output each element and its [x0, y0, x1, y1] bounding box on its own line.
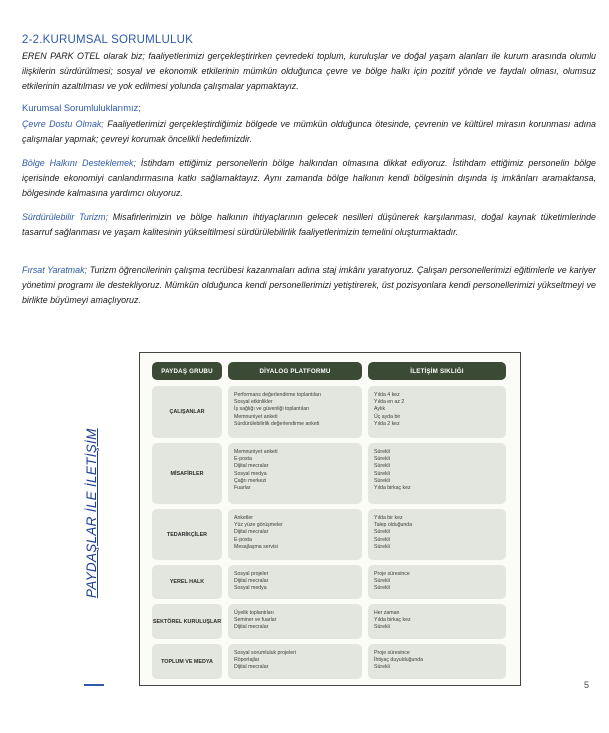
platform-item: Sosyal etkinlikler — [234, 399, 273, 406]
item-paragraph-opportunity — [22, 263, 596, 308]
frequency-item: Sürekli — [374, 449, 390, 455]
frequency-item: Sürekli — [374, 585, 390, 592]
row-group-cell — [152, 386, 222, 438]
section-heading: 2-2.KURUMSAL SORUMLULUK — [22, 34, 193, 46]
frequency-cell — [368, 604, 506, 639]
platform-cell — [228, 386, 362, 438]
row-group-cell — [152, 565, 222, 599]
row-group-cell — [152, 604, 222, 639]
platform-item: İş sağlığı ve güvenliği toplantıları — [234, 406, 310, 413]
row-group-cell — [152, 644, 222, 679]
header-dialog-platform: DİYALOG PLATFORMU — [228, 362, 362, 380]
group-label: MİSAFİRLER — [170, 470, 204, 477]
platform-item: E-posta — [234, 456, 252, 463]
frequency-cell — [368, 443, 506, 504]
item-paragraph-sustainable-tourism — [22, 210, 596, 240]
item-text: Misafirlerimizin ve bölge halkının ihtiyaçlarının gelecek nesilleri düşünerek karşılanması, doğal kaynak tüketimlerinde tasarruf sağlanması ve yaşam kalitesinin yükseltilmesi sürdürülebilirlik faaliyetlerimizin temelini oluşturmaktadır. — [22, 212, 596, 237]
frequency-item: Üç ayda bir — [374, 413, 401, 420]
platform-item: Memnuniyet anketi — [234, 413, 278, 420]
platform-item: Mesajlaşma servisi — [234, 543, 278, 550]
platform-cell — [228, 509, 362, 560]
item-paragraph-local-people — [22, 156, 596, 201]
platform-item: Memnuniyet anketi — [234, 449, 278, 455]
row-group-cell — [152, 509, 222, 560]
frequency-item: Proje süresince — [374, 650, 410, 656]
frequency-item: Sürekli — [374, 529, 390, 536]
frequency-item: Her zaman — [374, 610, 400, 616]
item-lead: Bölge Halkını Desteklemek; — [22, 158, 136, 168]
item-text: Turizm öğrencilerinin çalışma tecrübesi kazanmaları adına staj imkânı yaratıyoruz. Çalışan personellerimizi eğitimlerle ve kariyer yönetimi programı ile destekliyoruz. Mümkün olduğunca kendi personellerimizi yetiştirerek, üst pozisyonlara kendi personellerimizi yükseltmeyi ve birlikte büyümeyi amaçlıyoruz. — [22, 265, 596, 305]
frequency-item: Yılda birkaç kez — [374, 485, 411, 492]
frequency-item: Sürekli — [374, 536, 390, 543]
page-number: 5 — [584, 680, 590, 690]
frequency-item: Sürekli — [374, 470, 390, 477]
platform-item: Sosyal medya — [234, 470, 267, 477]
platform-item: Yüz yüze görüşmeler — [234, 522, 283, 529]
stakeholder-side-title: PAYDAŞLAR İLE İLETİŞİM — [84, 428, 99, 598]
frequency-item: Sürekli — [374, 664, 390, 671]
frequency-item: Yılda en az 2 — [374, 399, 405, 406]
frequency-item: Sürekli — [374, 543, 390, 550]
group-label: TOPLUM VE MEDYA — [161, 658, 213, 665]
frequency-item: Sürekli — [374, 578, 390, 585]
frequency-item: Sürekli — [374, 456, 390, 463]
platform-item: Dijital mecralar — [234, 624, 269, 631]
frequency-item: Yılda 2 kez — [374, 420, 400, 427]
item-paragraph-environment — [22, 117, 596, 147]
frequency-cell — [368, 509, 506, 560]
group-label: TEDARİKÇİLER — [166, 531, 208, 538]
frequency-item: Sürekli — [374, 463, 390, 470]
item-lead: Çevre Dostu Olmak; — [22, 119, 104, 129]
platform-item: Dijital mecralar — [234, 664, 269, 671]
platform-item: Sosyal medya — [234, 585, 267, 592]
platform-item: Üyelik toplantıları — [234, 610, 274, 616]
platform-item: Sürdürülebilirlik değerlendirme anketi — [234, 420, 320, 427]
platform-cell — [228, 644, 362, 679]
item-lead: Fırsat Yaratmak; — [22, 265, 88, 275]
platform-item: Dijital mecralar — [234, 578, 269, 585]
platform-item: Dijital mecralar — [234, 463, 269, 470]
platform-item: E-posta — [234, 536, 252, 543]
stakeholder-communication-table — [139, 352, 521, 686]
subheading: Kurumsal Sorumluluklarımız; — [22, 103, 141, 113]
platform-item: Performans değerlendirme toplantıları — [234, 392, 322, 398]
frequency-cell — [368, 565, 506, 599]
item-text: İstihdam ettiğimiz personellerin bölge halkından olmasına dikkat ediyoruz. İstihdam ettiğimiz personelin bölge içerisinde ekonomiyi canlandırmasına katkı sağlamaktayız. Aynı zamanda bölge halkının kendi bölgesinin dışında iş imkânları aramaktansa, bölgesinde kalmasına yardımcı oluyoruz. — [22, 158, 596, 198]
row-group-cell — [152, 443, 222, 504]
group-label: ÇALIŞANLAR — [169, 409, 205, 415]
side-rule — [84, 684, 104, 686]
frequency-item: Proje süresince — [374, 571, 410, 577]
frequency-cell — [368, 644, 506, 679]
frequency-item: Talep olduğunda — [374, 522, 413, 529]
platform-cell — [228, 443, 362, 504]
frequency-item: Yılda birkaç kez — [374, 617, 411, 624]
platform-item: Seminer ve fuarlar — [234, 617, 277, 624]
platform-cell — [228, 604, 362, 639]
frequency-item: Yılda bir kez — [374, 515, 403, 521]
header-frequency: İLETİŞİM SIKLIĞI — [368, 362, 506, 380]
frequency-item: Aylık — [374, 406, 386, 413]
frequency-item: Yılda 4 kez — [374, 392, 400, 398]
platform-item: Dijital mecralar — [234, 529, 269, 536]
intro-paragraph: EREN PARK OTEL olarak biz; faaliyetlerimizi gerçekleştirirken çevredeki toplum, kuruluşlar ve doğal yaşam alanları ile kurum arasında olumlu ilişkilerin sürdürülmesi; sosyal ve ekonomik etkilerinin mümkün olduğunca çevre ve bölge halkı için pozitif yönde ve faydalı olması, olumsuz etkilerinin azaltılması ve yok edilmesi yolunda çalışmalar yapmaktayız. — [22, 51, 596, 91]
platform-item: Çağrı merkezi — [234, 477, 267, 484]
frequency-cell — [368, 386, 506, 438]
platform-item: Anketler — [234, 515, 254, 521]
platform-item: Sosyal projeler — [234, 571, 269, 577]
item-text: Faaliyetlerimizi gerçekleştirdiğimiz bölgede ve mümkün olduğunca ötesinde, çevrenin ve kültürel mirasın korunması adına çalışmalar yapmak; çevreyi korumak öncelikli hedefimizdir. — [22, 119, 596, 144]
group-label: YEREL HALK — [169, 579, 205, 585]
frequency-item: Sürekli — [374, 624, 390, 631]
frequency-item: İhtiyaç duyulduğunda — [374, 657, 424, 664]
group-label: SEKTÖREL KURULUŞLAR — [152, 618, 222, 625]
platform-item: Röportajlar — [234, 657, 260, 664]
header-stakeholder-group: PAYDAŞ GRUBU — [152, 362, 222, 380]
platform-cell — [228, 565, 362, 599]
item-lead: Sürdürülebilir Turizm; — [22, 212, 108, 222]
platform-item: Fuarlar — [234, 485, 251, 492]
frequency-item: Sürekli — [374, 477, 390, 484]
platform-item: Sosyal sorumluluk projeleri — [234, 650, 296, 656]
